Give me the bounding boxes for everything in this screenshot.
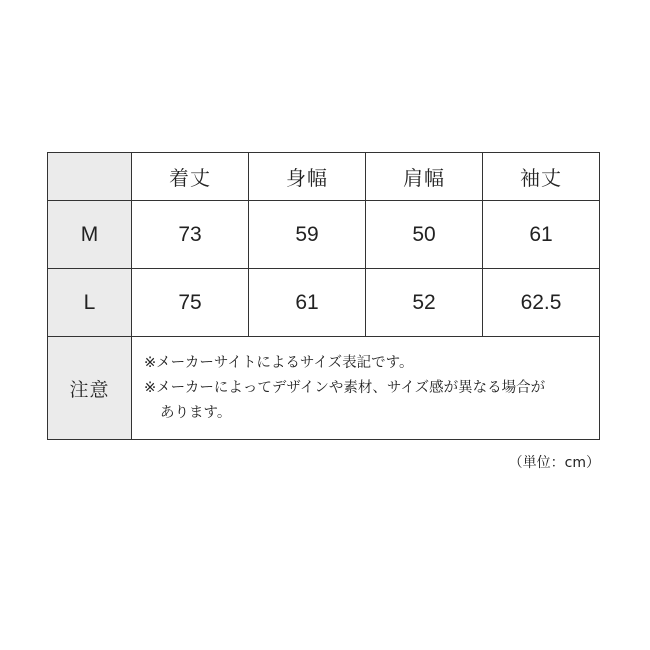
unit-label: （単位：cm） bbox=[508, 455, 600, 471]
table-cell: 75 bbox=[132, 269, 249, 337]
note-text bbox=[132, 337, 600, 440]
table-header-row bbox=[48, 153, 600, 201]
table-cell: 73 bbox=[132, 201, 249, 269]
header-cell-length: 着丈 bbox=[132, 153, 249, 201]
header-cell-sleeve: 袖丈 bbox=[483, 153, 600, 201]
row-label-l: L bbox=[48, 269, 132, 337]
note-line-2: ※メーカーによってデザインや素材、サイズ感が異なる場合が bbox=[144, 379, 546, 396]
corner-cell bbox=[48, 153, 132, 201]
size-table bbox=[47, 152, 600, 440]
table-cell: 61 bbox=[249, 269, 366, 337]
table-cell: 62.5 bbox=[483, 269, 600, 337]
note-line-3: あります。 bbox=[160, 404, 232, 421]
table-cell: 61 bbox=[483, 201, 600, 269]
row-label-m: M bbox=[48, 201, 132, 269]
table-cell: 59 bbox=[249, 201, 366, 269]
table-row bbox=[48, 201, 600, 269]
table-row bbox=[48, 269, 600, 337]
note-row bbox=[48, 337, 600, 440]
table-cell: 52 bbox=[366, 269, 483, 337]
header-cell-width: 身幅 bbox=[249, 153, 366, 201]
note-label: 注意 bbox=[48, 337, 132, 440]
table-cell: 50 bbox=[366, 201, 483, 269]
note-line-1: ※メーカーサイトによるサイズ表記です。 bbox=[144, 354, 414, 371]
header-cell-shoulder: 肩幅 bbox=[366, 153, 483, 201]
